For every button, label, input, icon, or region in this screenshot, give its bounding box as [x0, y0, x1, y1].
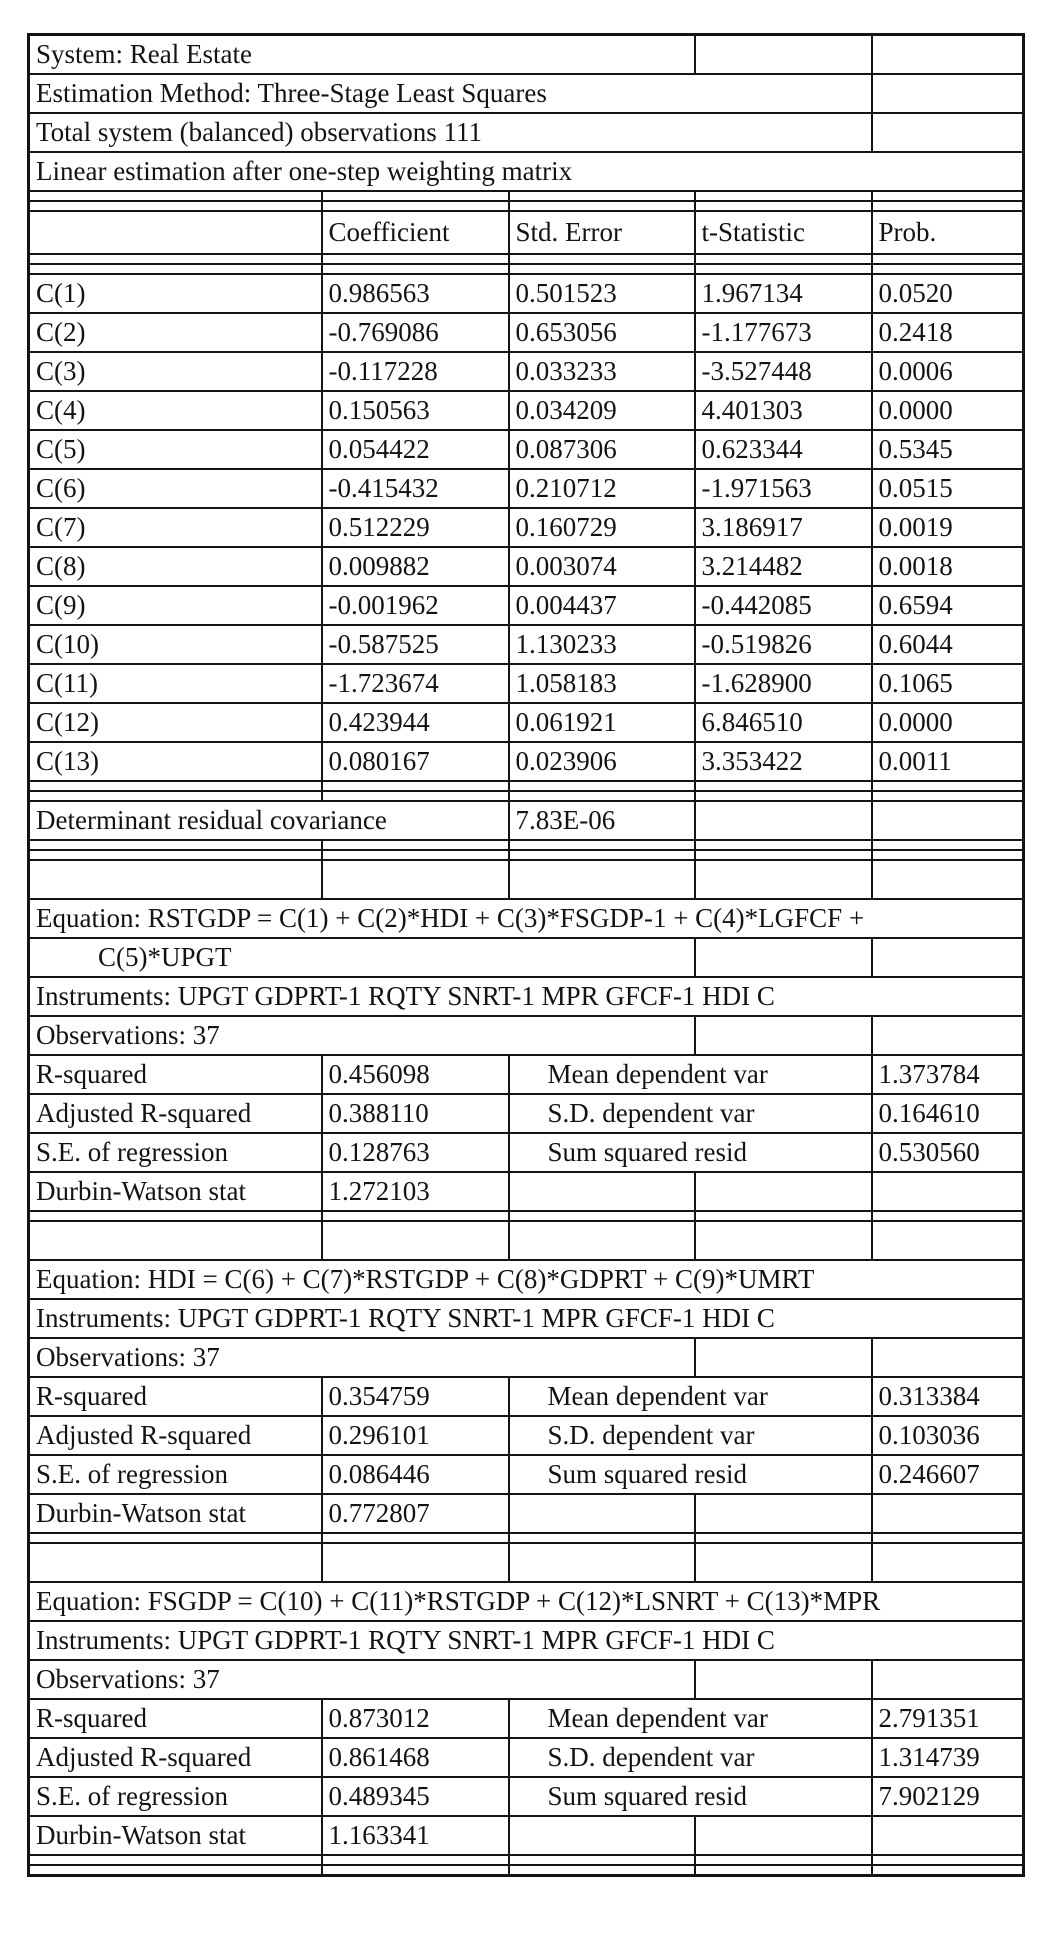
- empty-cell: [322, 1221, 509, 1260]
- spacer-cell: [29, 850, 322, 860]
- stat-value2-cell: 1.314739: [872, 1738, 1024, 1777]
- coefficient-value-cell: -0.587525: [322, 625, 509, 664]
- empty-cell: [695, 1221, 872, 1260]
- table-row: [29, 1133, 1024, 1172]
- empty-cell: [695, 35, 872, 75]
- spacer-cell: [29, 201, 322, 211]
- spacer-cell: [872, 840, 1024, 850]
- determinant-label-cell: Determinant residual covariance: [29, 801, 509, 840]
- empty-cell: [695, 801, 872, 840]
- stat-label-cell: Durbin-Watson stat: [29, 1494, 322, 1533]
- stat-label-cell: R-squared: [29, 1377, 322, 1416]
- table-row: [29, 211, 1024, 254]
- stat-label-cell: Adjusted R-squared: [29, 1094, 322, 1133]
- std-error-cell: 0.501523: [509, 274, 695, 313]
- spacer-cell: [695, 191, 872, 201]
- coefficient-name-cell: C(2): [29, 313, 322, 352]
- preamble-cell: Total system (balanced) observations 111: [29, 113, 872, 152]
- table-row: [29, 74, 1024, 113]
- stat-label-cell: Durbin-Watson stat: [29, 1816, 322, 1855]
- coefficient-name-cell: C(4): [29, 391, 322, 430]
- spacer-cell: [509, 201, 695, 211]
- empty-cell: [509, 860, 695, 899]
- stat-value-cell: 1.163341: [322, 1816, 509, 1855]
- stat-value2-cell: 0.103036: [872, 1416, 1024, 1455]
- coefficient-value-cell: -0.415432: [322, 469, 509, 508]
- column-header: Prob.: [872, 211, 1024, 254]
- t-statistic-cell: 1.967134: [695, 274, 872, 313]
- spacer-cell: [322, 840, 509, 850]
- t-statistic-cell: 0.623344: [695, 430, 872, 469]
- stat-label-cell: Adjusted R-squared: [29, 1416, 322, 1455]
- prob-cell: 0.0520: [872, 274, 1024, 313]
- stat-value2-cell: 0.530560: [872, 1133, 1024, 1172]
- empty-cell: [872, 113, 1024, 152]
- spacer-cell: [872, 1865, 1024, 1876]
- empty-cell: [322, 1543, 509, 1582]
- stat-label-cell: S.E. of regression: [29, 1455, 322, 1494]
- stat-label2-cell: Mean dependent var: [509, 1055, 872, 1094]
- coefficient-name-cell: C(13): [29, 742, 322, 781]
- std-error-cell: 0.087306: [509, 430, 695, 469]
- spacer-cell: [872, 201, 1024, 211]
- coefficient-value-cell: 0.423944: [322, 703, 509, 742]
- table-row: [29, 703, 1024, 742]
- stat-value-cell: 0.456098: [322, 1055, 509, 1094]
- stat-value-cell: 0.873012: [322, 1699, 509, 1738]
- spacer-cell: [509, 850, 695, 860]
- spacer-cell: [872, 191, 1024, 201]
- equation-cell: Equation: HDI = C(6) + C(7)*RSTGDP + C(8)*GDPRT + C(9)*UMRT: [29, 1260, 1024, 1299]
- spacer-cell: [322, 1533, 509, 1543]
- stat-value2-cell: 0.246607: [872, 1455, 1024, 1494]
- table-row: [29, 860, 1024, 899]
- coefficient-name-cell: C(8): [29, 547, 322, 586]
- empty-cell: [872, 74, 1024, 113]
- spacer-cell: [695, 781, 872, 791]
- empty-cell: [695, 1816, 872, 1855]
- observations-cell: Observations: 37: [29, 1016, 695, 1055]
- std-error-cell: 0.061921: [509, 703, 695, 742]
- table-row: [29, 742, 1024, 781]
- stat-label2-cell: Mean dependent var: [509, 1377, 872, 1416]
- spacer-cell: [872, 1533, 1024, 1543]
- spacer-cell: [29, 791, 322, 801]
- spacer-cell: [322, 850, 509, 860]
- coefficient-value-cell: 0.150563: [322, 391, 509, 430]
- stat-label2-cell: S.D. dependent var: [509, 1738, 872, 1777]
- spacer-cell: [509, 1533, 695, 1543]
- spacer-cell: [29, 191, 322, 201]
- prob-cell: 0.0515: [872, 469, 1024, 508]
- table-row: [29, 664, 1024, 703]
- table-row: [29, 625, 1024, 664]
- empty-cell: [872, 1221, 1024, 1260]
- empty-cell: [695, 1172, 872, 1211]
- t-statistic-cell: 6.846510: [695, 703, 872, 742]
- spacer-cell: [509, 264, 695, 274]
- t-statistic-cell: -1.971563: [695, 469, 872, 508]
- spacer-cell: [509, 840, 695, 850]
- table-row: [29, 1172, 1024, 1211]
- instruments-cell: Instruments: UPGT GDPRT-1 RQTY SNRT-1 MPR GFCF-1 HDI C: [29, 977, 1024, 1016]
- coefficient-value-cell: 0.054422: [322, 430, 509, 469]
- table-row: [29, 1455, 1024, 1494]
- prob-cell: 0.5345: [872, 430, 1024, 469]
- coefficient-name-cell: C(10): [29, 625, 322, 664]
- spacer-cell: [509, 791, 695, 801]
- spacer-cell: [695, 850, 872, 860]
- spacer-cell: [322, 201, 509, 211]
- spacer-cell: [695, 264, 872, 274]
- spacer-cell: [695, 1533, 872, 1543]
- stat-label2-cell: S.D. dependent var: [509, 1094, 872, 1133]
- stat-value2-cell: 0.164610: [872, 1094, 1024, 1133]
- stat-label2-cell: Mean dependent var: [509, 1699, 872, 1738]
- std-error-cell: 0.003074: [509, 547, 695, 586]
- stat-label-cell: R-squared: [29, 1699, 322, 1738]
- spacer-cell: [872, 254, 1024, 264]
- spacer-cell: [872, 781, 1024, 791]
- t-statistic-cell: 4.401303: [695, 391, 872, 430]
- empty-cell: [872, 801, 1024, 840]
- t-statistic-cell: 3.186917: [695, 508, 872, 547]
- table-row: [29, 1533, 1024, 1543]
- empty-cell: [695, 1660, 872, 1699]
- table-row: [29, 1855, 1024, 1865]
- empty-cell: [509, 1816, 695, 1855]
- stat-value-cell: 0.772807: [322, 1494, 509, 1533]
- empty-cell: [509, 1221, 695, 1260]
- table-row: [29, 1660, 1024, 1699]
- spacer-cell: [695, 791, 872, 801]
- spacer-cell: [695, 201, 872, 211]
- coefficient-value-cell: 0.986563: [322, 274, 509, 313]
- preamble-cell: Linear estimation after one-step weighting matrix: [29, 152, 1024, 191]
- column-header: [29, 211, 322, 254]
- stat-label2-cell: Sum squared resid: [509, 1777, 872, 1816]
- table-row: [29, 1738, 1024, 1777]
- table-row: [29, 113, 1024, 152]
- coefficient-name-cell: C(12): [29, 703, 322, 742]
- coefficient-name-cell: C(1): [29, 274, 322, 313]
- stat-value-cell: 1.272103: [322, 1172, 509, 1211]
- spacer-cell: [322, 781, 509, 791]
- coefficient-value-cell: -0.769086: [322, 313, 509, 352]
- coefficient-name-cell: C(9): [29, 586, 322, 625]
- std-error-cell: 0.034209: [509, 391, 695, 430]
- equation-cell: Equation: RSTGDP = C(1) + C(2)*HDI + C(3)*FSGDP-1 + C(4)*LGFCF +: [29, 899, 1024, 938]
- empty-cell: [695, 1016, 872, 1055]
- spacer-cell: [695, 1855, 872, 1865]
- spacer-cell: [509, 1211, 695, 1221]
- spacer-cell: [872, 850, 1024, 860]
- observations-cell: Observations: 37: [29, 1660, 695, 1699]
- spacer-cell: [872, 1211, 1024, 1221]
- empty-cell: [872, 860, 1024, 899]
- t-statistic-cell: 3.214482: [695, 547, 872, 586]
- spacer-cell: [872, 264, 1024, 274]
- table-row: [29, 1377, 1024, 1416]
- coefficient-name-cell: C(6): [29, 469, 322, 508]
- table-row: [29, 1699, 1024, 1738]
- table-row: [29, 1621, 1024, 1660]
- std-error-cell: 1.058183: [509, 664, 695, 703]
- stat-label-cell: Durbin-Watson stat: [29, 1172, 322, 1211]
- std-error-cell: 0.653056: [509, 313, 695, 352]
- table-row: [29, 840, 1024, 850]
- table-row: [29, 1016, 1024, 1055]
- coefficient-value-cell: -0.001962: [322, 586, 509, 625]
- empty-cell: [695, 1494, 872, 1533]
- std-error-cell: 1.130233: [509, 625, 695, 664]
- table-row: [29, 274, 1024, 313]
- stat-label-cell: S.E. of regression: [29, 1777, 322, 1816]
- prob-cell: 0.6594: [872, 586, 1024, 625]
- empty-cell: [872, 1494, 1024, 1533]
- table-row: [29, 430, 1024, 469]
- stat-value2-cell: 0.313384: [872, 1377, 1024, 1416]
- spacer-cell: [695, 1865, 872, 1876]
- empty-cell: [695, 1338, 872, 1377]
- empty-cell: [872, 1660, 1024, 1699]
- empty-cell: [509, 1494, 695, 1533]
- stat-value-cell: 0.388110: [322, 1094, 509, 1133]
- instruments-cell: Instruments: UPGT GDPRT-1 RQTY SNRT-1 MPR GFCF-1 HDI C: [29, 1299, 1024, 1338]
- table-row: [29, 1299, 1024, 1338]
- table-row: [29, 1582, 1024, 1621]
- prob-cell: 0.0011: [872, 742, 1024, 781]
- table-row: [29, 850, 1024, 860]
- empty-cell: [872, 938, 1024, 977]
- table-row: [29, 586, 1024, 625]
- spacer-cell: [509, 1865, 695, 1876]
- table-row: [29, 781, 1024, 791]
- spacer-cell: [322, 1865, 509, 1876]
- table-row: [29, 264, 1024, 274]
- spacer-cell: [322, 254, 509, 264]
- t-statistic-cell: -1.177673: [695, 313, 872, 352]
- spacer-cell: [29, 1211, 322, 1221]
- coefficient-name-cell: C(5): [29, 430, 322, 469]
- std-error-cell: 0.033233: [509, 352, 695, 391]
- t-statistic-cell: -3.527448: [695, 352, 872, 391]
- empty-cell: [695, 1543, 872, 1582]
- spacer-cell: [695, 1211, 872, 1221]
- spacer-cell: [695, 254, 872, 264]
- table-row: [29, 1221, 1024, 1260]
- estimation-output-table: [27, 33, 1025, 1877]
- prob-cell: 0.0018: [872, 547, 1024, 586]
- empty-cell: [695, 938, 872, 977]
- empty-cell: [322, 860, 509, 899]
- t-statistic-cell: -1.628900: [695, 664, 872, 703]
- stat-label2-cell: S.D. dependent var: [509, 1416, 872, 1455]
- t-statistic-cell: -0.442085: [695, 586, 872, 625]
- stat-value-cell: 0.489345: [322, 1777, 509, 1816]
- table-row: [29, 1865, 1024, 1876]
- table-row: [29, 977, 1024, 1016]
- table-row: [29, 1094, 1024, 1133]
- stat-value-cell: 0.296101: [322, 1416, 509, 1455]
- column-header: Coefficient: [322, 211, 509, 254]
- spacer-cell: [29, 1533, 322, 1543]
- table-row: [29, 1338, 1024, 1377]
- observations-cell: Observations: 37: [29, 1338, 695, 1377]
- spacer-cell: [322, 264, 509, 274]
- stat-value-cell: 0.354759: [322, 1377, 509, 1416]
- table-row: [29, 313, 1024, 352]
- stat-value2-cell: 2.791351: [872, 1699, 1024, 1738]
- spacer-cell: [29, 781, 322, 791]
- preamble-cell: Estimation Method: Three-Stage Least Squares: [29, 74, 872, 113]
- empty-cell: [872, 35, 1024, 75]
- table-row: [29, 152, 1024, 191]
- table-row: [29, 1543, 1024, 1582]
- spacer-cell: [322, 1855, 509, 1865]
- prob-cell: 0.2418: [872, 313, 1024, 352]
- prob-cell: 0.6044: [872, 625, 1024, 664]
- stat-value2-cell: 7.902129: [872, 1777, 1024, 1816]
- empty-cell: [872, 1338, 1024, 1377]
- table-row: [29, 801, 1024, 840]
- spacer-cell: [29, 1855, 322, 1865]
- prob-cell: 0.1065: [872, 664, 1024, 703]
- coefficient-value-cell: -1.723674: [322, 664, 509, 703]
- empty-cell: [29, 1221, 322, 1260]
- spacer-cell: [322, 191, 509, 201]
- table-row: [29, 1816, 1024, 1855]
- coefficient-value-cell: 0.009882: [322, 547, 509, 586]
- spacer-cell: [509, 781, 695, 791]
- empty-cell: [872, 1816, 1024, 1855]
- table-row: [29, 469, 1024, 508]
- prob-cell: 0.0000: [872, 391, 1024, 430]
- table-row: [29, 1055, 1024, 1094]
- empty-cell: [872, 1016, 1024, 1055]
- table-row: [29, 1416, 1024, 1455]
- stat-label-cell: S.E. of regression: [29, 1133, 322, 1172]
- std-error-cell: 0.023906: [509, 742, 695, 781]
- table-row: [29, 35, 1024, 75]
- spacer-cell: [29, 1865, 322, 1876]
- std-error-cell: 0.210712: [509, 469, 695, 508]
- equation-continuation-cell: C(5)*UPGT: [29, 938, 695, 977]
- column-header: t-Statistic: [695, 211, 872, 254]
- spacer-cell: [509, 1855, 695, 1865]
- stat-label-cell: Adjusted R-squared: [29, 1738, 322, 1777]
- table-row: [29, 1494, 1024, 1533]
- determinant-value-cell: 7.83E-06: [509, 801, 695, 840]
- table-row: [29, 201, 1024, 211]
- empty-cell: [695, 860, 872, 899]
- empty-cell: [509, 1543, 695, 1582]
- spacer-cell: [29, 264, 322, 274]
- coefficient-value-cell: 0.080167: [322, 742, 509, 781]
- spacer-cell: [509, 254, 695, 264]
- empty-cell: [509, 1172, 695, 1211]
- prob-cell: 0.0006: [872, 352, 1024, 391]
- table-row: [29, 352, 1024, 391]
- coefficient-name-cell: C(11): [29, 664, 322, 703]
- spacer-cell: [872, 1855, 1024, 1865]
- table-row: [29, 899, 1024, 938]
- stat-value-cell: 0.086446: [322, 1455, 509, 1494]
- table-row: [29, 191, 1024, 201]
- spacer-cell: [322, 791, 509, 801]
- empty-cell: [29, 1543, 322, 1582]
- coefficient-value-cell: -0.117228: [322, 352, 509, 391]
- stat-label2-cell: Sum squared resid: [509, 1455, 872, 1494]
- t-statistic-cell: -0.519826: [695, 625, 872, 664]
- empty-cell: [29, 860, 322, 899]
- std-error-cell: 0.160729: [509, 508, 695, 547]
- std-error-cell: 0.004437: [509, 586, 695, 625]
- instruments-cell: Instruments: UPGT GDPRT-1 RQTY SNRT-1 MPR GFCF-1 HDI C: [29, 1621, 1024, 1660]
- spacer-cell: [29, 254, 322, 264]
- prob-cell: 0.0000: [872, 703, 1024, 742]
- spacer-cell: [509, 191, 695, 201]
- table-row: [29, 254, 1024, 264]
- stat-label2-cell: Sum squared resid: [509, 1133, 872, 1172]
- stat-label-cell: R-squared: [29, 1055, 322, 1094]
- table-row: [29, 508, 1024, 547]
- table-row: [29, 1211, 1024, 1221]
- stat-value-cell: 0.128763: [322, 1133, 509, 1172]
- column-header: Std. Error: [509, 211, 695, 254]
- spacer-cell: [322, 1211, 509, 1221]
- table-row: [29, 547, 1024, 586]
- empty-cell: [872, 1172, 1024, 1211]
- prob-cell: 0.0019: [872, 508, 1024, 547]
- stat-value2-cell: 1.373784: [872, 1055, 1024, 1094]
- table-row: [29, 391, 1024, 430]
- t-statistic-cell: 3.353422: [695, 742, 872, 781]
- spacer-cell: [872, 791, 1024, 801]
- table-row: [29, 938, 1024, 977]
- empty-cell: [872, 1543, 1024, 1582]
- table-row: [29, 1260, 1024, 1299]
- spacer-cell: [29, 840, 322, 850]
- table-row: [29, 1777, 1024, 1816]
- table-row: [29, 791, 1024, 801]
- spacer-cell: [695, 840, 872, 850]
- coefficient-name-cell: C(7): [29, 508, 322, 547]
- coefficient-name-cell: C(3): [29, 352, 322, 391]
- preamble-cell: System: Real Estate: [29, 35, 695, 75]
- coefficient-value-cell: 0.512229: [322, 508, 509, 547]
- equation-cell: Equation: FSGDP = C(10) + C(11)*RSTGDP + C(12)*LSNRT + C(13)*MPR: [29, 1582, 1024, 1621]
- stat-value-cell: 0.861468: [322, 1738, 509, 1777]
